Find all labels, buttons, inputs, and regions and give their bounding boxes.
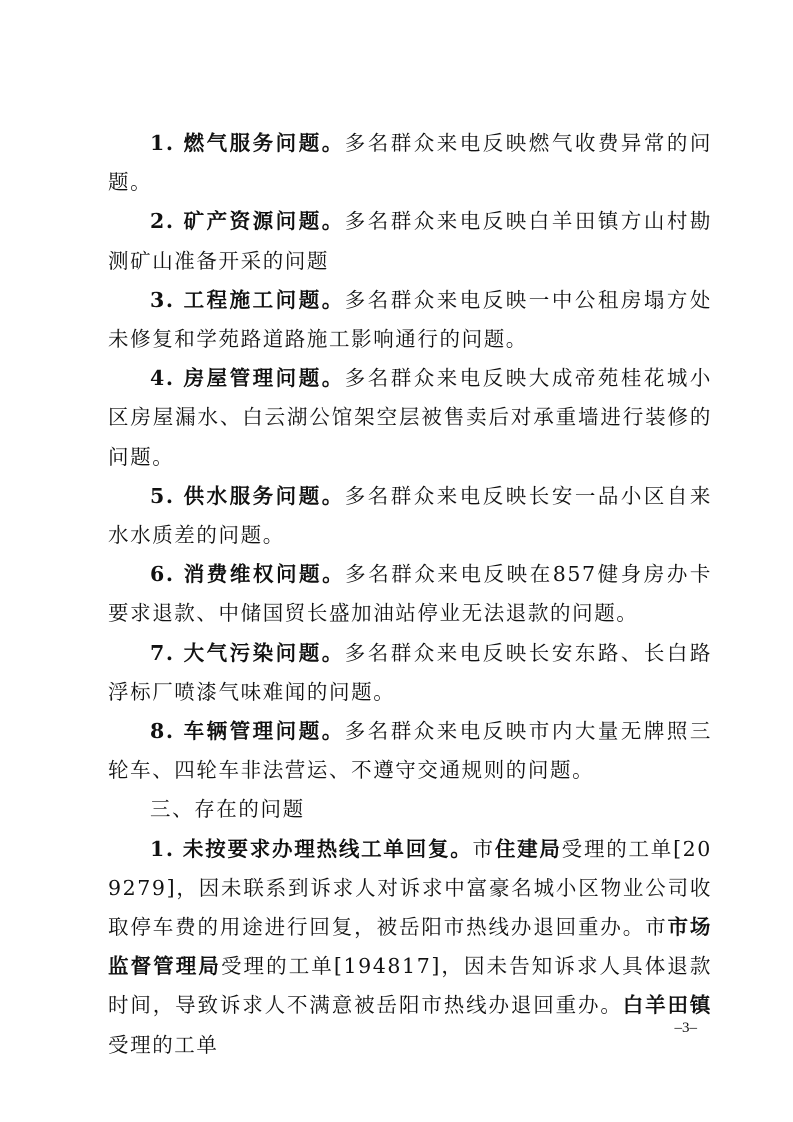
issue-text: 受理的工单 [108,1032,219,1057]
item-number: 7. [150,640,175,665]
issue-department: 住建局 [494,836,562,861]
list-item [108,281,712,359]
item-number: 8. [150,719,175,744]
list-item [108,202,712,280]
list-item [108,634,712,712]
list-item [108,712,712,790]
item-number: 1. [150,131,175,155]
item-text: 多名群众来电反映在857健身房办卡要求退款、中储国贸长盛加油站停业无法退款的问题。 [108,562,713,626]
item-number: 4. [150,366,175,391]
list-item [108,359,712,477]
item-text: 多名群众来电反映燃气收费异常的问题。 [108,131,712,195]
item-heading: 大气污染问题。 [183,640,345,665]
list-item [108,477,712,555]
item-heading: 供水服务问题。 [183,483,345,508]
list-item [108,555,712,633]
item-heading: 消费维权问题。 [183,562,346,587]
item-number: 6. [150,562,175,587]
issue-department: 市场监督管理局 [108,915,712,979]
issue-paragraph [108,830,712,1065]
item-text: 多名群众来电反映大成帝苑桂花城小区房屋漏水、白云湖公馆架空层被售卖后对承重墙进行装修的问题。 [108,366,712,469]
item-text: 多名群众来电反映长安一品小区自来水水质差的问题。 [108,483,712,548]
page-number: –3– [674,1020,697,1036]
section-heading: 三、存在的问题 [150,797,305,822]
issue-number: 1. [150,836,175,861]
item-text: 多名群众来电反映市内大量无牌照三轮车、四轮车非法营运、不遵守交通规则的问题。 [108,719,712,783]
item-heading: 燃气服务问题。 [183,131,345,155]
item-heading: 工程施工问题。 [183,287,345,312]
item-number: 2. [150,209,175,234]
item-number: 3. [150,287,175,312]
issue-text: 受理的工单[209279]，因未联系到诉求人对诉求中富豪名城小区物业公司收取停车费的用途进行回复，被岳阳市热线办退回重办。市 [108,836,712,940]
issue-department: 白羊田镇 [622,993,712,1018]
document-body [108,124,712,1065]
item-text: 多名群众来电反映白羊田镇方山村勘测矿山准备开采的问题 [108,209,712,273]
item-text: 多名群众来电反映一中公租房塌方处未修复和学苑路道路施工影响通行的问题。 [108,287,712,352]
issue-text: 市 [472,836,495,861]
item-text: 多名群众来电反映长安东路、长白路浮标厂喷漆气味难闻的问题。 [108,640,712,704]
item-heading: 矿产资源问题。 [183,209,345,234]
issue-heading: 未按要求办理热线工单回复。 [182,836,473,861]
item-heading: 房屋管理问题。 [183,366,345,391]
item-number: 5. [150,483,175,508]
list-item [108,124,712,202]
issue-text: 受理的工单[194817]，因未告知诉求人具体退款时间，导致诉求人不满意被岳阳市热线办退回重办。 [108,954,712,1018]
item-heading: 车辆管理问题。 [183,719,345,744]
